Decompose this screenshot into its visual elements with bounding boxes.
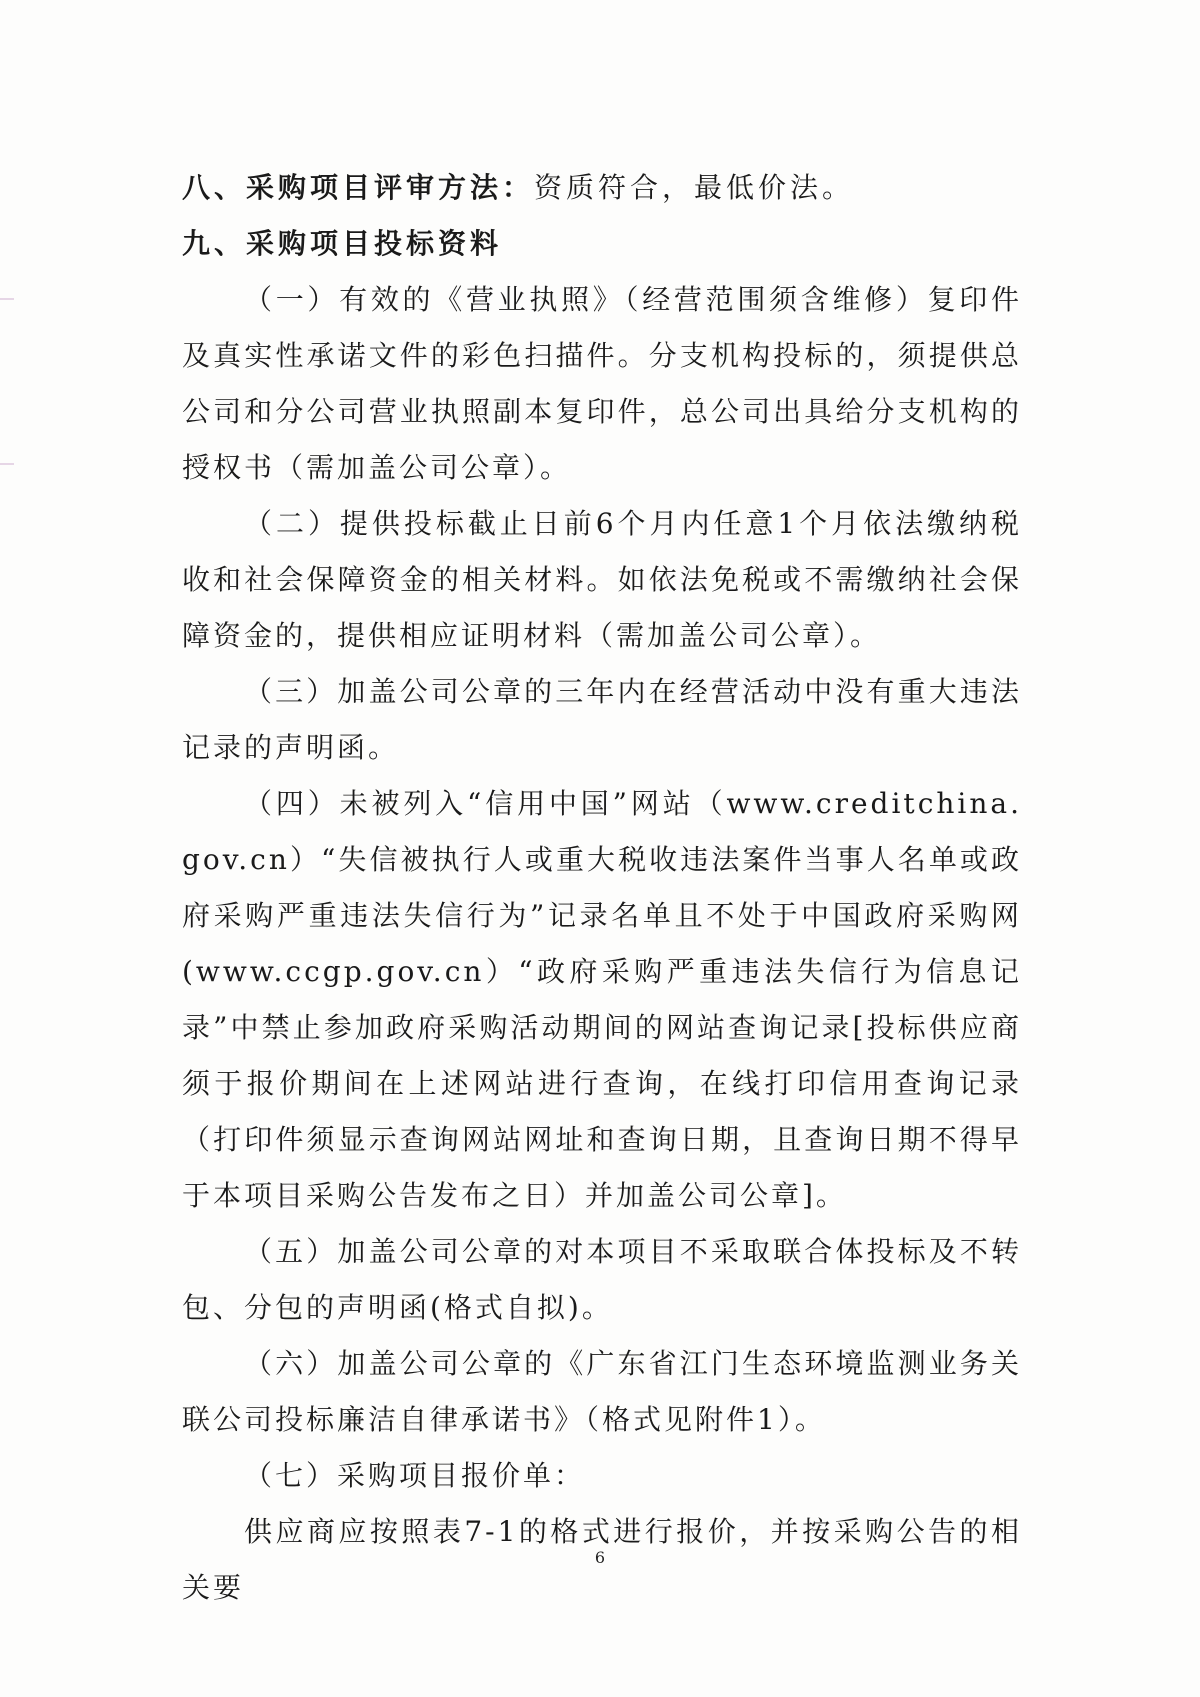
section-8-label: 八、采购项目评审方法： [182,171,535,204]
section-9-heading [182,216,1022,272]
paragraph-3-no-violation-statement: （三）加盖公司公章的三年内在经营活动中没有重大违法记录的声明函。 [182,675,1022,764]
section-8-value: 资质符合，最低价法。 [534,171,855,204]
paragraph-4-credit-query: （四）未被列入“信用中国”网站（www.creditchina.gov.cn）“失信被执行人或重大税收违法案件当事人名单或政府采购严重违法失信行为”记录名单且不处于中国政府采购网(www.ccgp.gov.cn）“政府采购严重违法失信行为信息记录”中禁止参加政府采购活动期间的网站查询记录[投标供应商须于报价期间在上述网站进行查询，在线打印信用查询记录（打印件须显示查询网站网址和查询日期，且查询日期不得早于本项目采购公告发布之日）并加盖公司公章]。 [182,787,1022,1212]
paragraph-5-no-consortium-statement: （五）加盖公司公章的对本项目不采取联合体投标及不转包、分包的声明函(格式自拟)。 [182,1235,1022,1324]
section-9-label: 九、采购项目投标资料 [182,227,503,260]
document-body [182,160,1022,1616]
paragraph-2-tax-social-security: （二）提供投标截止日前6个月内任意1个月依法缴纳税收和社会保障资金的相关材料。如依法免税或不需缴纳社会保障资金的，提供相应证明材料（需加盖公司公章）。 [182,507,1022,652]
scan-edge-mark-top [0,298,14,300]
paragraph-1-business-license: （一）有效的《营业执照》（经营范围须含维修）复印件及真实性承诺文件的彩色扫描件。分支机构投标的，须提供总公司和分公司营业执照副本复印件，总公司出具给分支机构的授权书（需加盖公司公章）。 [182,283,1022,484]
paragraph-6-integrity-commitment: （六）加盖公司公章的《广东省江门生态环境监测业务关联公司投标廉洁自律承诺书》（格式见附件1）。 [182,1347,1022,1436]
paragraph-8-quotation-instruction: 供应商应按照表7-1的格式进行报价，并按采购公告的相关要 [182,1515,1022,1604]
scan-edge-mark-mid [0,463,14,465]
section-8-heading [182,160,1022,216]
paragraph-7-quotation-heading: （七）采购项目报价单： [244,1459,586,1492]
page-number: 6 [594,1548,606,1567]
